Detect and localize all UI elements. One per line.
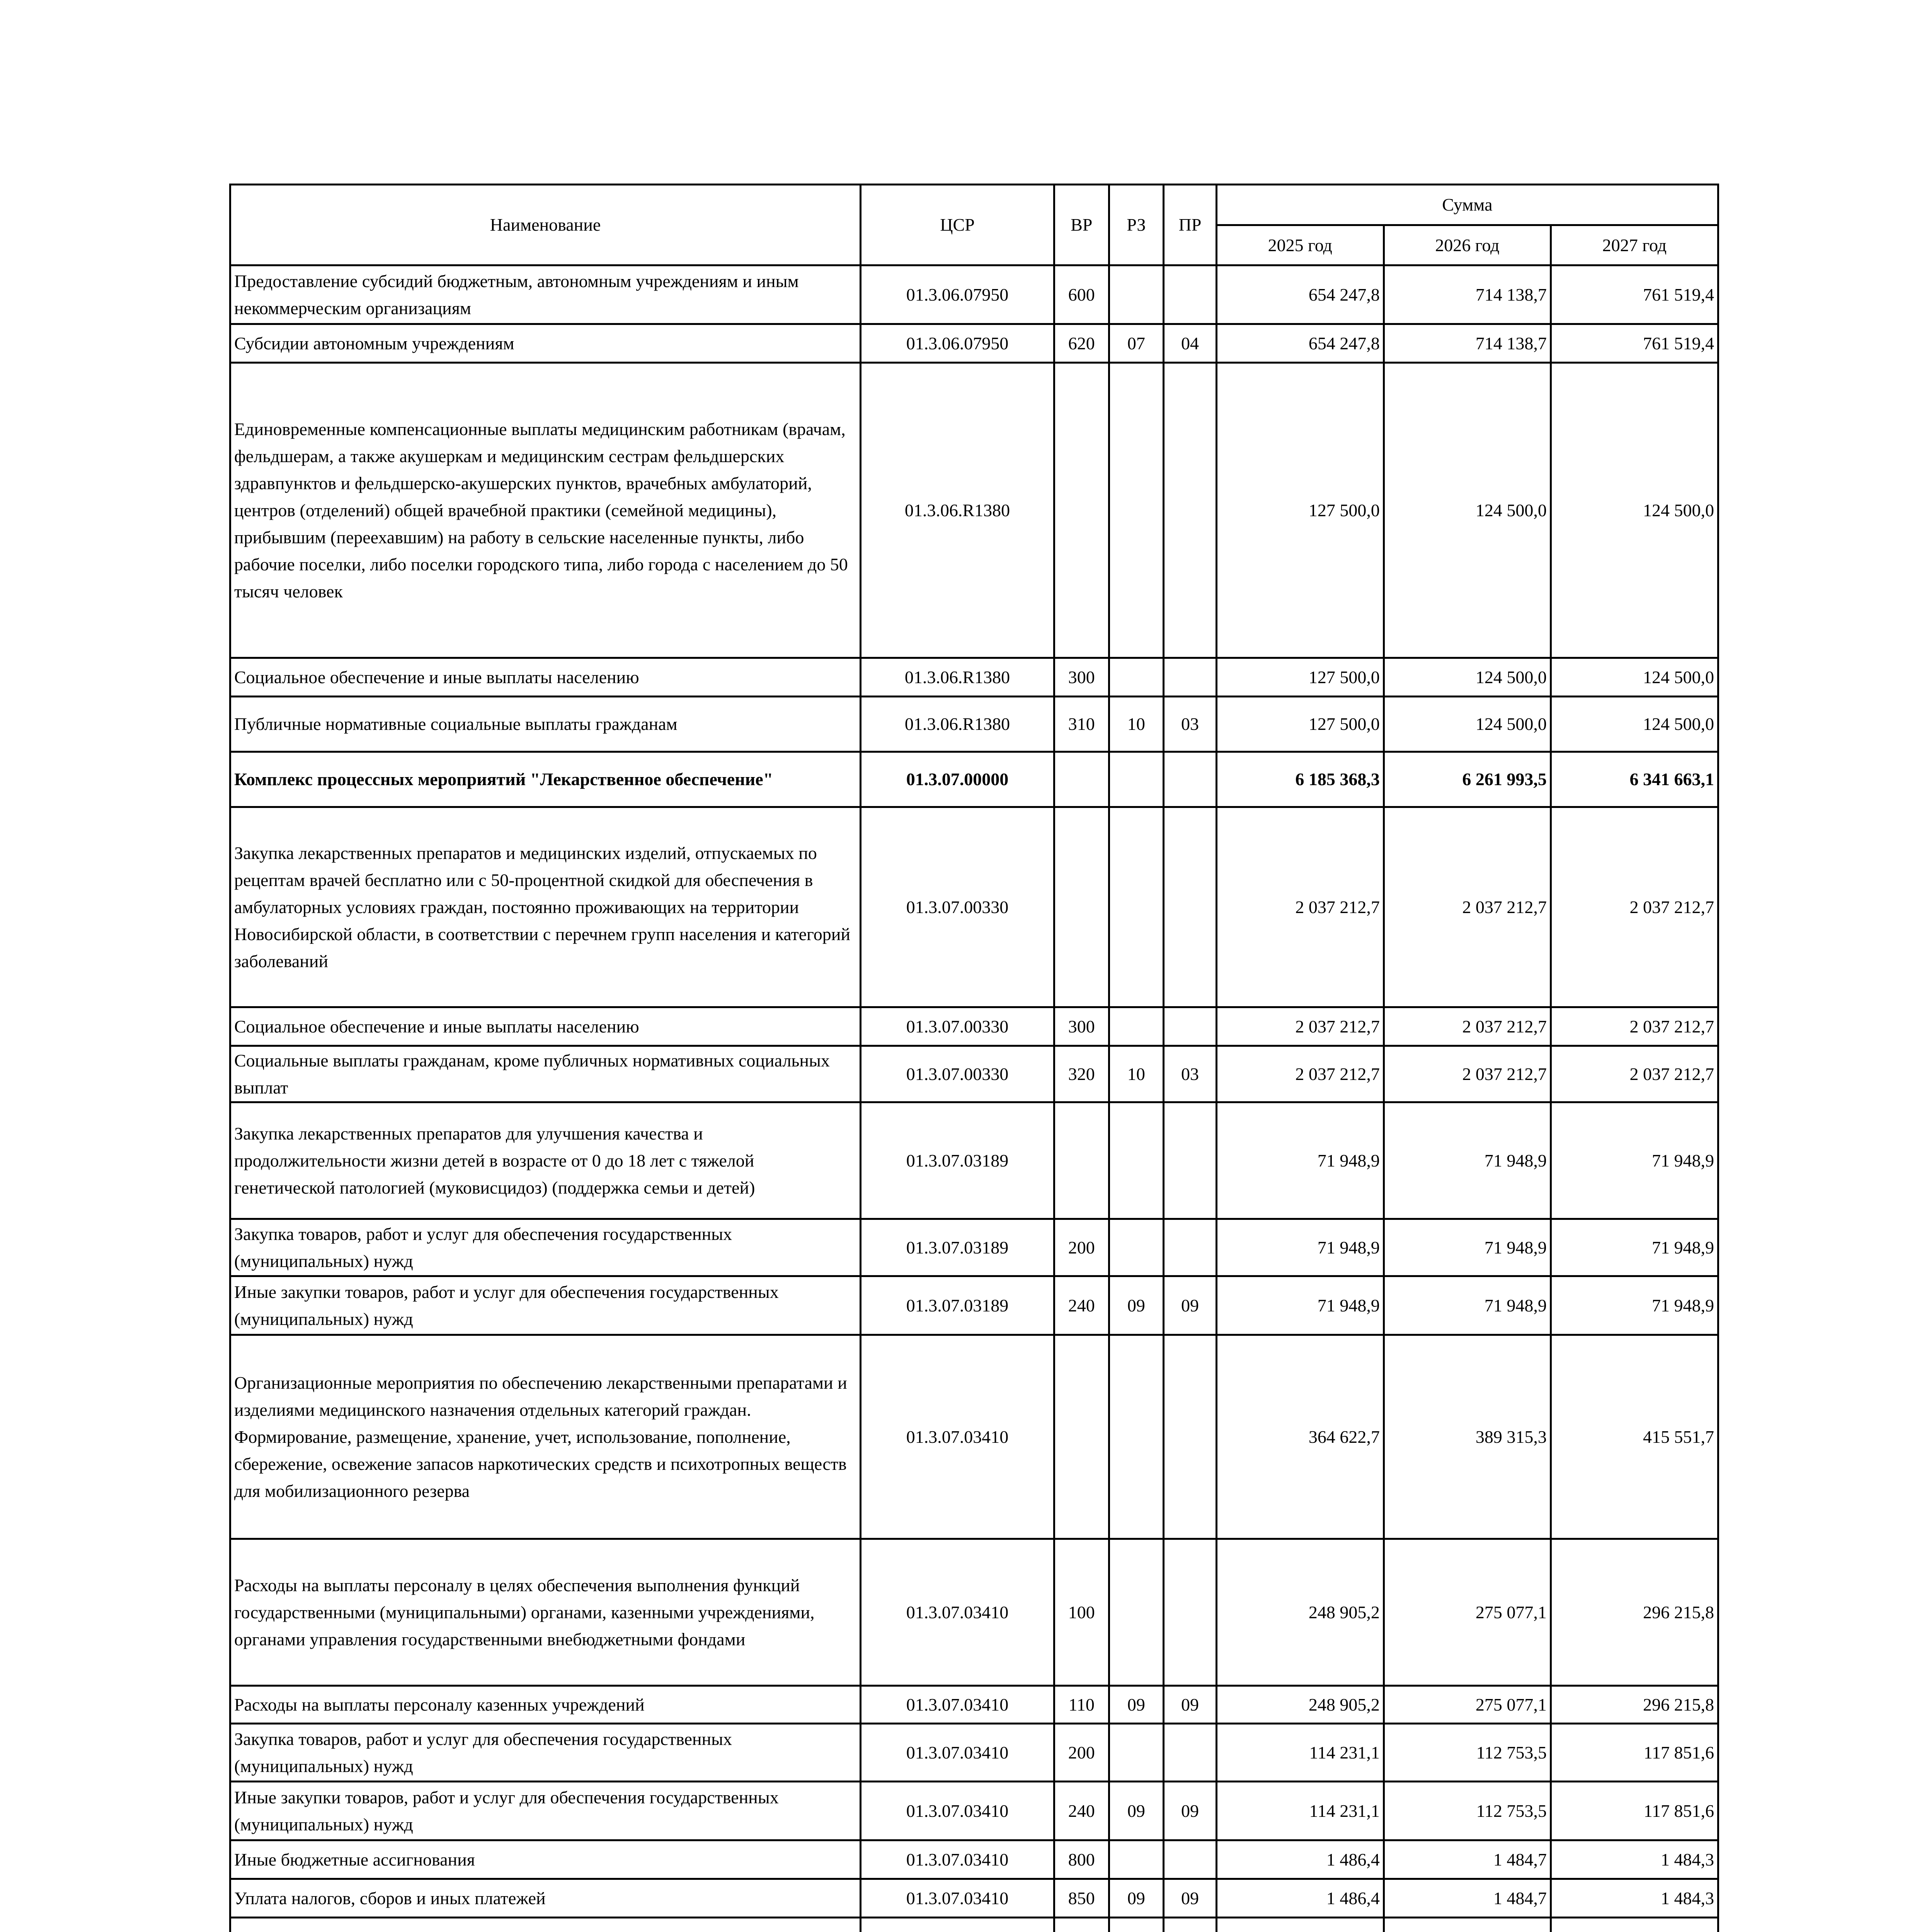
table-row — [230, 1007, 1718, 1046]
row-csr: 01.3.06.R1380 — [861, 697, 1054, 752]
row-2026: 124 500,0 — [1384, 697, 1551, 752]
row-rz — [1109, 1918, 1164, 1932]
row-pr — [1164, 1918, 1217, 1932]
row-pr: 09 — [1164, 1686, 1217, 1724]
row-vr: 800 — [1054, 1840, 1109, 1879]
row-2026: 112 753,5 — [1384, 1724, 1551, 1782]
row-csr: 01.3.07.03410 — [861, 1335, 1054, 1539]
row-name: Субсидии автономным учреждениям — [230, 324, 861, 363]
row-name: Публичные нормативные социальные выплаты гражданам — [230, 697, 861, 752]
row-csr: 01.3.07.03189 — [861, 1102, 1054, 1219]
row-rz: 09 — [1109, 1879, 1164, 1918]
row-pr — [1164, 1539, 1217, 1686]
row-pr — [1164, 363, 1217, 658]
row-2025: 654 247,8 — [1216, 265, 1384, 324]
row-pr — [1164, 1007, 1217, 1046]
table-row — [230, 1335, 1718, 1539]
row-2025: 1 486,4 — [1216, 1879, 1384, 1918]
row-2026: 714 138,7 — [1384, 324, 1551, 363]
row-pr — [1164, 1219, 1217, 1276]
row-csr: 01.3.06.07950 — [861, 265, 1054, 324]
row-pr — [1164, 1724, 1217, 1782]
row-2026 — [1384, 1918, 1551, 1932]
row-2027: 124 500,0 — [1551, 697, 1718, 752]
row-rz — [1109, 1840, 1164, 1879]
row-csr: 01.3.07.00330 — [861, 1046, 1054, 1102]
table-row — [230, 658, 1718, 697]
row-pr — [1164, 265, 1217, 324]
row-2026: 2 037 212,7 — [1384, 807, 1551, 1007]
row-vr: 200 — [1054, 1219, 1109, 1276]
row-2025: 114 231,1 — [1216, 1724, 1384, 1782]
row-csr — [861, 1918, 1054, 1932]
row-rz: 09 — [1109, 1686, 1164, 1724]
table-row — [230, 265, 1718, 324]
row-2026: 112 753,5 — [1384, 1782, 1551, 1840]
row-csr: 01.3.07.03410 — [861, 1782, 1054, 1840]
table-row — [230, 1539, 1718, 1686]
row-csr: 01.3.07.03410 — [861, 1879, 1054, 1918]
row-csr: 01.3.07.03410 — [861, 1686, 1054, 1724]
row-2027: 2 037 212,7 — [1551, 1007, 1718, 1046]
row-2025: 71 948,9 — [1216, 1102, 1384, 1219]
row-vr — [1054, 807, 1109, 1007]
header-2027: 2027 год — [1551, 225, 1718, 265]
row-2025: 2 037 212,7 — [1216, 1007, 1384, 1046]
row-vr: 100 — [1054, 1539, 1109, 1686]
table-row — [230, 324, 1718, 363]
row-rz — [1109, 1335, 1164, 1539]
row-vr: 310 — [1054, 697, 1109, 752]
table-row — [230, 1686, 1718, 1724]
row-vr — [1054, 1335, 1109, 1539]
row-name: Закупка лекарственных препаратов для улучшения качества и продолжительности жизни детей в возрасте от 0 до 18 лет с тяжелой генетической патологией (муковисцидоз) (поддержка семьи и детей) — [230, 1102, 861, 1219]
budget-table — [229, 184, 1719, 1932]
table-row — [230, 1724, 1718, 1782]
row-vr: 240 — [1054, 1276, 1109, 1335]
row-2026: 2 037 212,7 — [1384, 1046, 1551, 1102]
row-rz — [1109, 1724, 1164, 1782]
row-name: Расходы на выплаты персоналу казенных учреждений — [230, 1686, 861, 1724]
row-2025: 2 037 212,7 — [1216, 807, 1384, 1007]
row-2026: 124 500,0 — [1384, 658, 1551, 697]
row-name: Предоставление субсидий бюджетным, автономным учреждениям и иным некоммерческим организациям — [230, 265, 861, 324]
row-pr: 03 — [1164, 697, 1217, 752]
row-2027: 1 484,3 — [1551, 1840, 1718, 1879]
table-row — [230, 807, 1718, 1007]
row-csr: 01.3.07.03189 — [861, 1276, 1054, 1335]
row-2027: 6 341 663,1 — [1551, 752, 1718, 807]
table-row — [230, 1840, 1718, 1879]
row-2025: 364 622,7 — [1216, 1335, 1384, 1539]
row-2027: 71 948,9 — [1551, 1276, 1718, 1335]
row-csr: 01.3.07.03410 — [861, 1840, 1054, 1879]
row-pr: 09 — [1164, 1276, 1217, 1335]
row-2025: 127 500,0 — [1216, 697, 1384, 752]
row-vr: 200 — [1054, 1724, 1109, 1782]
row-rz: 07 — [1109, 324, 1164, 363]
row-vr: 600 — [1054, 265, 1109, 324]
row-2027: 117 851,6 — [1551, 1782, 1718, 1840]
row-2027: 124 500,0 — [1551, 658, 1718, 697]
header-2026: 2026 год — [1384, 225, 1551, 265]
row-rz — [1109, 1219, 1164, 1276]
row-2025: 1 486,4 — [1216, 1840, 1384, 1879]
row-rz — [1109, 658, 1164, 697]
row-2027: 2 037 212,7 — [1551, 1046, 1718, 1102]
row-pr: 04 — [1164, 324, 1217, 363]
table-row — [230, 697, 1718, 752]
row-2026: 275 077,1 — [1384, 1539, 1551, 1686]
row-rz: 09 — [1109, 1276, 1164, 1335]
row-2026: 389 315,3 — [1384, 1335, 1551, 1539]
row-2025: 127 500,0 — [1216, 658, 1384, 697]
header-2025: 2025 год — [1216, 225, 1384, 265]
row-2026: 2 037 212,7 — [1384, 1007, 1551, 1046]
row-2026: 714 138,7 — [1384, 265, 1551, 324]
row-2025 — [1216, 1918, 1384, 1932]
row-name: Закупка товаров, работ и услуг для обеспечения государственных (муниципальных) нужд — [230, 1219, 861, 1276]
row-name: Расходы на выплаты персоналу в целях обеспечения выполнения функций государственными (муниципальными) органами, казенными учреждениями, органами управления государственными внебюджетными фондами — [230, 1539, 861, 1686]
row-name: Уплата налогов, сборов и иных платежей — [230, 1879, 861, 1918]
row-name: Закупка товаров, работ и услуг для обеспечения государственных (муниципальных) нужд — [230, 1724, 861, 1782]
row-pr — [1164, 1102, 1217, 1219]
header-sum: Сумма — [1216, 185, 1718, 225]
row-2025: 248 905,2 — [1216, 1539, 1384, 1686]
table-row — [230, 1782, 1718, 1840]
row-name: Единовременные компенсационные выплаты медицинским работникам (врачам, фельдшерам, а также акушеркам и медицинским сестрам фельдшерских здравпунктов и фельдшерско-акушерских пунктов, врачебных амбулаторий, центров (отделений) общей врачебной практики (семейной медицины), прибывшим (переехавшим) на работу в сельские населенные пункты, либо рабочие поселки, либо поселки городского типа, либо города с населением до 50 тысяч человек — [230, 363, 861, 658]
row-2026: 71 948,9 — [1384, 1102, 1551, 1219]
row-rz — [1109, 1007, 1164, 1046]
row-csr: 01.3.07.03189 — [861, 1219, 1054, 1276]
row-2027 — [1551, 1918, 1718, 1932]
row-rz: 09 — [1109, 1782, 1164, 1840]
row-rz — [1109, 752, 1164, 807]
row-pr — [1164, 1335, 1217, 1539]
row-2026: 71 948,9 — [1384, 1219, 1551, 1276]
row-name: Социальные выплаты гражданам, кроме публичных нормативных социальных выплат — [230, 1046, 861, 1102]
row-pr: 09 — [1164, 1879, 1217, 1918]
row-2026: 1 484,7 — [1384, 1840, 1551, 1879]
row-2026: 275 077,1 — [1384, 1686, 1551, 1724]
row-rz — [1109, 1102, 1164, 1219]
row-name: Социальное обеспечение и иные выплаты населению — [230, 658, 861, 697]
table-row-section — [230, 752, 1718, 807]
row-pr — [1164, 752, 1217, 807]
row-2025: 654 247,8 — [1216, 324, 1384, 363]
row-2025: 71 948,9 — [1216, 1276, 1384, 1335]
row-2026: 1 484,7 — [1384, 1879, 1551, 1918]
row-2025: 6 185 368,3 — [1216, 752, 1384, 807]
header-name: Наименование — [230, 185, 861, 265]
row-pr — [1164, 807, 1217, 1007]
row-csr: 01.3.07.03410 — [861, 1539, 1054, 1686]
row-2027: 124 500,0 — [1551, 363, 1718, 658]
row-csr: 01.3.06.R1380 — [861, 363, 1054, 658]
row-name: Иные закупки товаров, работ и услуг для обеспечения государственных (муниципальных) нужд — [230, 1276, 861, 1335]
row-csr: 01.3.07.00000 — [861, 752, 1054, 807]
row-2027: 71 948,9 — [1551, 1219, 1718, 1276]
row-2027: 117 851,6 — [1551, 1724, 1718, 1782]
row-csr: 01.3.07.03410 — [861, 1724, 1054, 1782]
table-row — [230, 363, 1718, 658]
row-rz — [1109, 1539, 1164, 1686]
row-csr: 01.3.06.07950 — [861, 324, 1054, 363]
table-row — [230, 1879, 1718, 1918]
row-vr — [1054, 752, 1109, 807]
row-pr: 03 — [1164, 1046, 1217, 1102]
row-2025: 114 231,1 — [1216, 1782, 1384, 1840]
table-row — [230, 1046, 1718, 1102]
row-2027: 415 551,7 — [1551, 1335, 1718, 1539]
row-2027: 2 037 212,7 — [1551, 807, 1718, 1007]
row-2026: 71 948,9 — [1384, 1276, 1551, 1335]
row-name: Социальное обеспечение и иные выплаты населению — [230, 1007, 861, 1046]
table-row — [230, 1276, 1718, 1335]
row-rz — [1109, 265, 1164, 324]
row-rz — [1109, 363, 1164, 658]
row-2027: 761 519,4 — [1551, 324, 1718, 363]
row-rz: 10 — [1109, 1046, 1164, 1102]
row-name: Организационные мероприятия по обеспечению лекарственными препаратами и изделиями медицинского назначения отдельных категорий граждан. Формирование, размещение, хранение, учет, использование, пополнение, сбережение, освежение запасов наркотических средств и психотропных веществ для мобилизационного резерва — [230, 1335, 861, 1539]
row-csr: 01.3.06.R1380 — [861, 658, 1054, 697]
table-row — [230, 1219, 1718, 1276]
row-2025: 127 500,0 — [1216, 363, 1384, 658]
row-vr: 300 — [1054, 1007, 1109, 1046]
row-vr — [1054, 363, 1109, 658]
row-vr: 240 — [1054, 1782, 1109, 1840]
row-rz — [1109, 807, 1164, 1007]
row-vr: 300 — [1054, 658, 1109, 697]
row-rz: 10 — [1109, 697, 1164, 752]
row-pr: 09 — [1164, 1782, 1217, 1840]
row-vr — [1054, 1102, 1109, 1219]
row-name: Комплекс процессных мероприятий "Лекарственное обеспечение" — [230, 752, 861, 807]
row-2027: 1 484,3 — [1551, 1879, 1718, 1918]
table-row — [230, 1918, 1718, 1932]
header-csr: ЦСР — [861, 185, 1054, 265]
row-2027: 296 215,8 — [1551, 1539, 1718, 1686]
row-2025: 2 037 212,7 — [1216, 1046, 1384, 1102]
row-2026: 6 261 993,5 — [1384, 752, 1551, 807]
row-pr — [1164, 1840, 1217, 1879]
row-name: Иные закупки товаров, работ и услуг для обеспечения государственных (муниципальных) нужд — [230, 1782, 861, 1840]
row-2027: 761 519,4 — [1551, 265, 1718, 324]
row-2026: 124 500,0 — [1384, 363, 1551, 658]
row-pr — [1164, 658, 1217, 697]
header-rz: РЗ — [1109, 185, 1164, 265]
row-2027: 296 215,8 — [1551, 1686, 1718, 1724]
row-vr: 320 — [1054, 1046, 1109, 1102]
row-vr: 620 — [1054, 324, 1109, 363]
row-csr: 01.3.07.00330 — [861, 1007, 1054, 1046]
row-vr — [1054, 1918, 1109, 1932]
row-name — [230, 1918, 861, 1932]
row-2027: 71 948,9 — [1551, 1102, 1718, 1219]
row-vr: 850 — [1054, 1879, 1109, 1918]
row-name: Закупка лекарственных препаратов и медицинских изделий, отпускаемых по рецептам врачей бесплатно или с 50-процентной скидкой для обеспечения в амбулаторных условиях граждан, постоянно проживающих на территории Новосибирской области, в соответствии с перечнем групп населения и категорий заболеваний — [230, 807, 861, 1007]
header-pr: ПР — [1164, 185, 1217, 265]
row-csr: 01.3.07.00330 — [861, 807, 1054, 1007]
row-2025: 71 948,9 — [1216, 1219, 1384, 1276]
row-vr: 110 — [1054, 1686, 1109, 1724]
row-2025: 248 905,2 — [1216, 1686, 1384, 1724]
table-row — [230, 1102, 1718, 1219]
row-name: Иные бюджетные ассигнования — [230, 1840, 861, 1879]
header-vr: ВР — [1054, 185, 1109, 265]
